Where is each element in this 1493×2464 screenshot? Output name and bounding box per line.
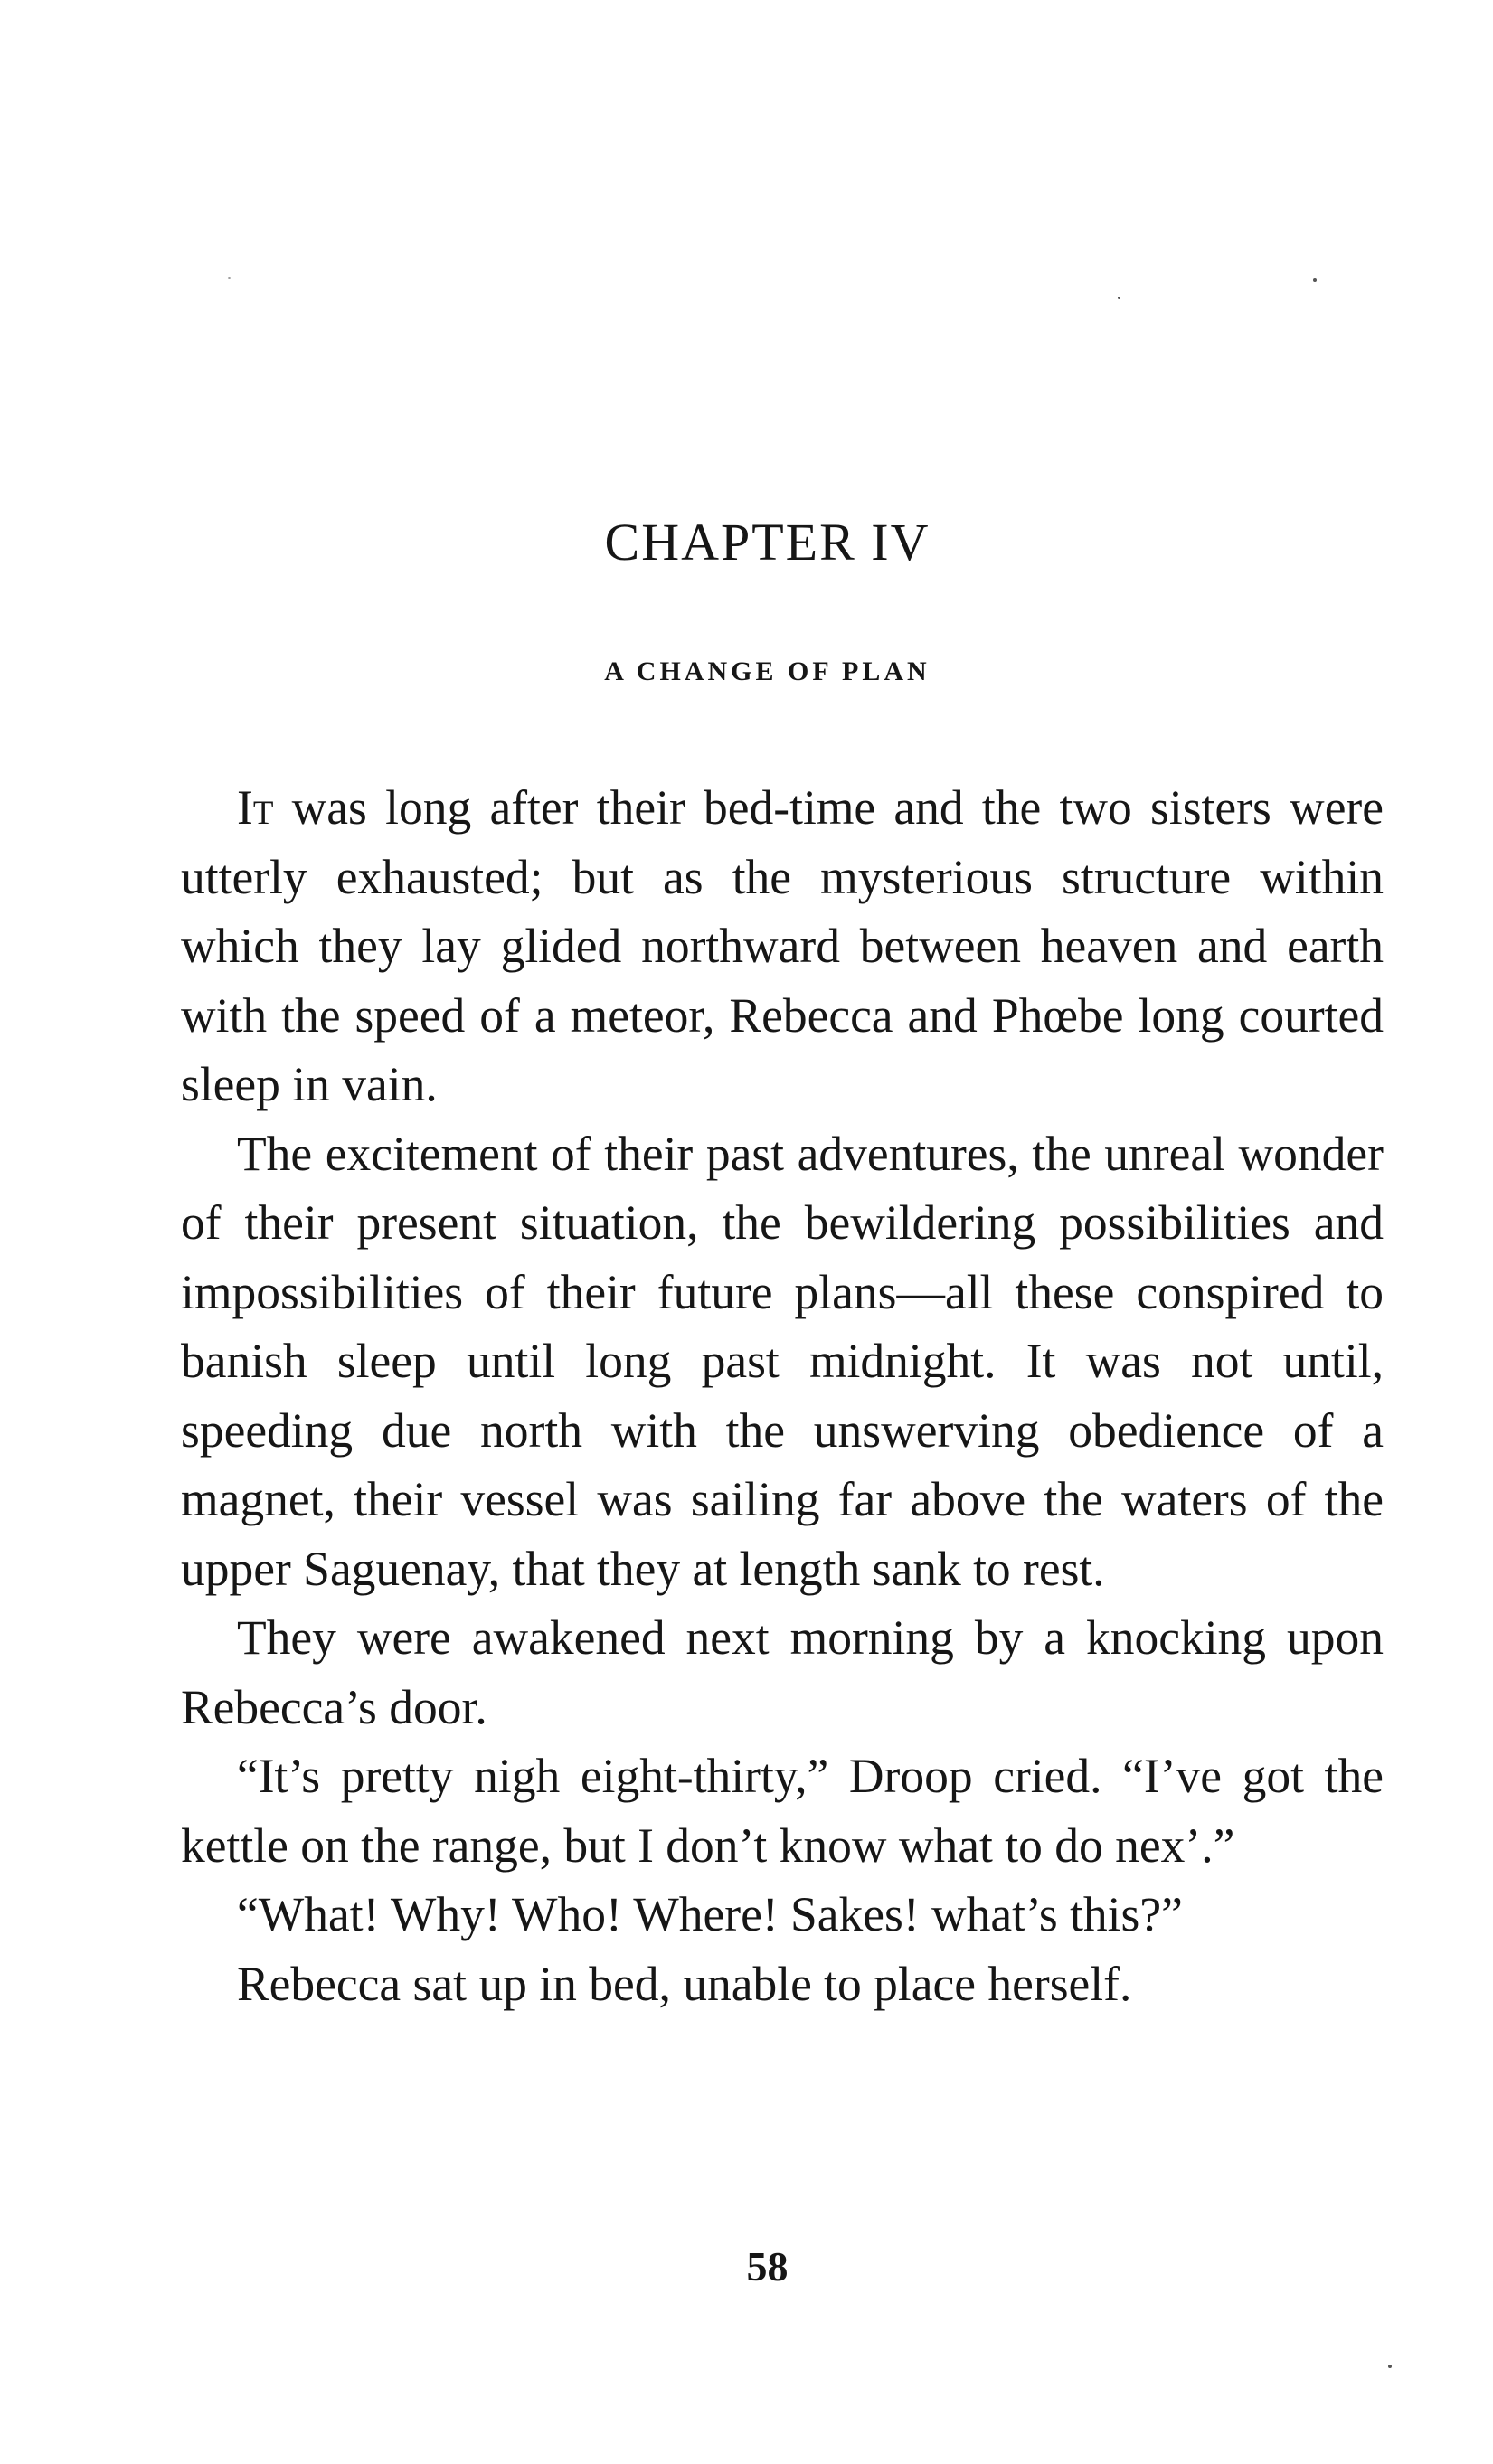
paragraph: The excitement of their past adventures, the unreal wonder of their present situation, the bewildering possibilities and impossibilities of their future plans—all these conspired to banish sleep until long past midnight. It was not until, speeding due north with the unswerving obedience of a magnet, their vessel was sailing far above the waters of the upper Saguenay, that they at length sank to rest. (181, 1126, 1384, 1596)
paper-speck (1313, 278, 1317, 282)
paragraph: “What! Why! Who! Where! Sakes! what’s this?” (237, 1887, 1183, 1941)
paragraph (181, 773, 1384, 1119)
paragraph: “It’s pretty nigh eight-thirty,” Droop cried. “I’ve got the kettle on the range, but I don’t know what to do nex’.” (181, 1749, 1384, 1873)
paper-speck (228, 277, 231, 279)
chapter-subtitle: A CHANGE OF PLAN (604, 656, 931, 686)
paragraph: Rebecca sat up in bed, unable to place herself. (237, 1956, 1132, 2011)
paragraph-text: was long after their bed-time and the two sisters were utterly exhausted; but as the mysterious structure within which they lay glided northward between heaven and earth with the speed of a meteor, Rebecca and Phœbe long courted sleep in vain. (181, 780, 1384, 1111)
paragraph-lead: It (237, 780, 274, 835)
chapter-title: CHAPTER IV (604, 513, 931, 571)
body-text (181, 773, 1384, 2018)
paragraph: They were awakened next morning by a knocking upon Rebecca’s door. (181, 1610, 1384, 1734)
paper-speck (1388, 2365, 1392, 2368)
page-number: 58 (746, 2243, 789, 2289)
paper-speck (1118, 297, 1120, 299)
